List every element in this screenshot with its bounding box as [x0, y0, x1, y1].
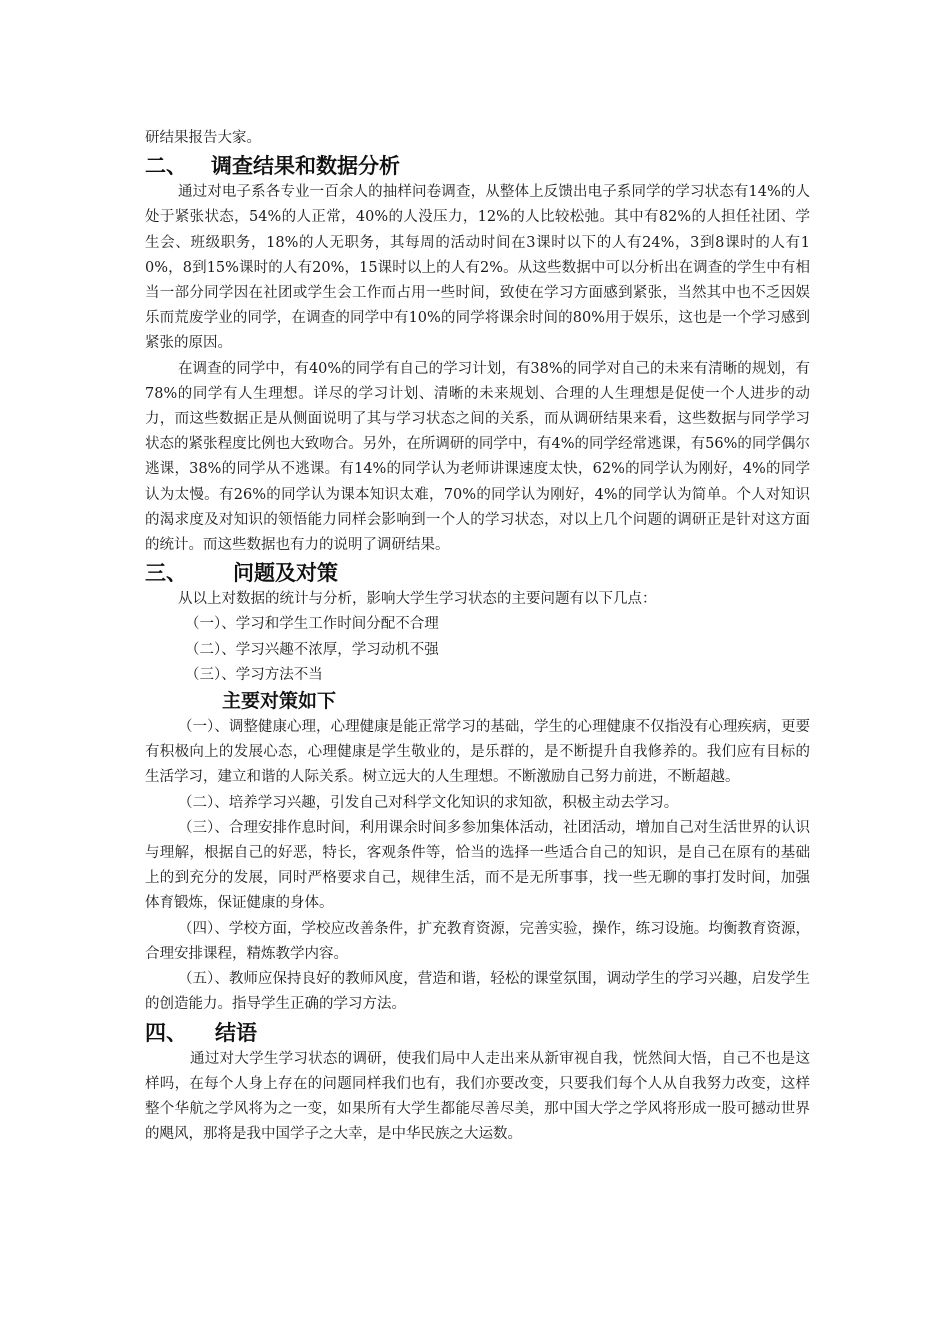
problem-item: （二）、学习兴趣不浓厚，学习动机不强 — [185, 641, 439, 658]
measure-paragraph: （五）、教师应保持良好的教师风度，营造和谐，轻松的课堂氛围，调动学生的学习兴趣，启发学生的创造能力。指导学生正确的学习方法。 — [145, 971, 810, 1013]
section-4-title: 结语 — [215, 1020, 257, 1045]
section-4-heading — [145, 1020, 810, 1047]
section-2-paragraph-2: 在调查的同学中，有40%的同学有自己的学习计划，有38%的同学对自己的未来有清晰的规划，有78%的同学有人生理想。详尽的学习计划、清晰的未来规划、合理的人生理想是促使一个人进步的动力，而这些数据正是从侧面说明了其与学习状态之间的关系，而从调研结果来看，这些数据与同学学习状态的紧张程度比例也大致吻合。另外，在所调研的同学中，有4%的同学经常逃课，有56%的同学偶尔逃课，38%的同学从不逃课。有14%的同学认为老师讲课速度太快，62%的同学认为刚好，4%的同学认为太慢。有26%的同学认为课本知识太难，70%的同学认为刚好，4%的同学认为简单。个人对知识的渴求度及对知识的领悟能力同样会影响到一个人的学习状态，对以上几个问题的调研正是针对这方面的统计。而这些数据也有力的说明了调研结果。 — [145, 360, 810, 554]
section-2-title: 调查结果和数据分析 — [211, 154, 400, 179]
measure-paragraph: （三）、合理安排作息时间，利用课余时间多参加集体活动，社团活动，增加自己对生活世界的认识与理解，根据自己的好恶，特长，客观条件等，恰当的选择一些适合自己的知识，是自己在原有的基础上的到充分的发展，同时严格要求自己，规律生活，而不是无所事事，找一些无聊的事打发时间，加强体育锻炼，保证健康的身体。 — [145, 819, 810, 912]
measure-paragraph: （四）、学校方面，学校应改善条件，扩充教育资源，完善实验，操作，练习设施。均衡教育资源，合理安排课程，精炼教学内容。 — [145, 920, 810, 962]
section-4-number: 四、 — [145, 1020, 187, 1045]
section-2-paragraph-1: 通过对电子系各专业一百余人的抽样问卷调查，从整体上反馈出电子系同学的学习状态有14%的人处于紧张状态，54%的人正常，40%的人没压力，12%的人比较松弛。其中有82%的人担任社团、学生会、班级职务，18%的人无职务，其每周的活动时间在3课时以下的人有24%，3到8课时的人有10%，8到15%课时的人有20%，15课时以上的人有2%。从这些数据中可以分析出在调查的学生中有相当一部分同学因在社团或学生会工作而占用一些时间，致使在学习方面感到紧张，当然其中也不乏因娱乐而荒废学业的同学，在调查的同学中有10%的同学将课余时间的80%用于娱乐，这也是一个学习感到紧张的原因。 — [145, 184, 810, 352]
intro-tail-paragraph: 研结果报告大家。 — [145, 130, 261, 146]
problem-item: （三）、学习方法不当 — [185, 666, 323, 683]
section-4-paragraph: 通过对大学生学习状态的调研，使我们局中人走出来从新审视自我，恍然间大悟，自己不也是这样吗，在每个人身上存在的问题同样我们也有，我们亦要改变，只要我们每个人从自我努力改变，这样整个华航之学风将为之一变，如果所有大学生都能尽善尽美，那中国大学之学风将形成一股可撼动世界的飓风，那将是我中国学子之大幸，是中华民族之大运数。 — [145, 1050, 810, 1143]
section-3-number: 三、 — [145, 561, 187, 586]
section-2-number: 二、 — [145, 154, 187, 179]
section-3-heading — [145, 560, 810, 587]
document-body — [145, 126, 810, 1147]
measure-paragraph: （一）、调整健康心理，心理健康是能正常学习的基础，学生的心理健康不仅指没有心理疾病，更要有积极向上的发展心态，心理健康是学生敬业的，是乐群的，是不断提升自我修养的。我们应有目标的生活学习，建立和谐的人际关系。树立远大的人生理想。不断激励自己努力前进，不断超越。 — [145, 719, 810, 786]
section-3-intro: 从以上对数据的统计与分析，影响大学生学习状态的主要问题有以下几点： — [178, 591, 657, 608]
measures-subheading: 主要对策如下 — [222, 690, 337, 713]
problem-item: （一）、学习和学生工作时间分配不合理 — [185, 616, 439, 633]
measure-paragraph: （二）、培养学习兴趣，引发自己对科学文化知识的求知欲，积极主动去学习。 — [178, 794, 679, 811]
section-3-title: 问题及对策 — [233, 561, 338, 586]
section-2-heading — [145, 153, 810, 180]
